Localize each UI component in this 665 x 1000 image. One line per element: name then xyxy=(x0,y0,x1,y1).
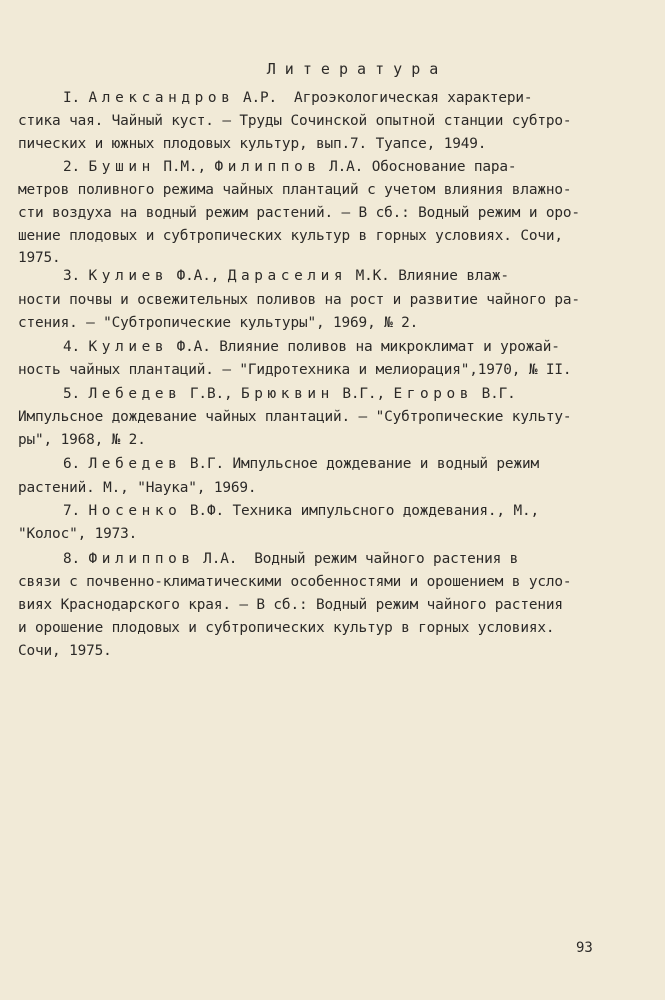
reference-line xyxy=(18,524,137,544)
author-name: Бушин xyxy=(88,159,155,175)
reference-line xyxy=(63,88,532,108)
reference-text: Сочи, 1975. xyxy=(18,643,112,659)
reference-line xyxy=(18,226,563,246)
reference-line xyxy=(18,641,112,661)
reference-text: 2. xyxy=(63,159,89,175)
reference-line xyxy=(18,478,256,498)
reference-text: Импульсное дождевание чайных плантаций. – "Субтропические культу- xyxy=(18,409,572,425)
reference-text: Ф.А., xyxy=(168,268,228,284)
reference-text: А.Р. Агроэкологическая характери- xyxy=(234,90,533,106)
reference-text: связи с почвенно-климатическими особенностями и орошением в усло- xyxy=(18,574,572,590)
author-name: Лебедев xyxy=(88,456,182,472)
author-name: Филиппов xyxy=(88,551,195,567)
reference-line xyxy=(18,134,486,154)
reference-line xyxy=(18,248,61,268)
reference-line xyxy=(18,180,571,200)
reference-text: ры", 1968, № 2. xyxy=(18,432,146,448)
author-name: Кулиев xyxy=(88,268,169,284)
reference-text: ности почвы и освежительных поливов на рост и развитие чайного ра- xyxy=(18,292,580,308)
author-name: Лебедев xyxy=(88,386,182,402)
reference-text: 8. xyxy=(63,551,89,567)
reference-text: 7. xyxy=(63,503,89,519)
reference-line xyxy=(18,111,571,131)
reference-line xyxy=(18,290,580,310)
reference-line xyxy=(63,501,539,521)
reference-text: пических и южных плодовых культур, вып.7. Туапсе, 1949. xyxy=(18,136,487,152)
reference-text: 6. xyxy=(63,456,89,472)
reference-text: растений. М., "Наука", 1969. xyxy=(18,480,257,496)
reference-line xyxy=(18,572,571,592)
reference-text: 4. xyxy=(63,339,89,355)
reference-text: Л.А. Водный режим чайного растения в xyxy=(194,551,519,567)
reference-line xyxy=(18,430,146,450)
author-name: Александров xyxy=(88,90,235,106)
reference-line xyxy=(18,618,554,638)
reference-line xyxy=(63,157,516,177)
reference-line xyxy=(63,384,516,404)
reference-text: стения. – "Субтропические культуры", 1969, № 2. xyxy=(18,315,419,331)
reference-text: Г.В., xyxy=(181,386,242,402)
reference-text: 3. xyxy=(63,268,89,284)
reference-text: стика чая. Чайный куст. – Труды Сочинской опытной станции субтро- xyxy=(18,113,572,129)
reference-text: шение плодовых и субтропических культур в горных условиях. Сочи, xyxy=(18,228,563,244)
reference-line xyxy=(18,203,580,223)
reference-line xyxy=(18,407,571,427)
reference-text: В.Г., xyxy=(333,386,394,402)
page-number: 93 xyxy=(576,940,593,956)
reference-line xyxy=(63,266,509,286)
author-name: Филиппов xyxy=(214,159,321,175)
reference-text: 5. xyxy=(63,386,89,402)
reference-text: В.Ф. Техника импульсного дождевания., М., xyxy=(181,503,539,519)
author-name: Носенко xyxy=(88,503,182,519)
reference-text: П.М., xyxy=(154,159,215,175)
reference-line xyxy=(18,595,563,615)
author-name: Брюквин xyxy=(241,386,334,402)
reference-text: М.К. Влияние влаж- xyxy=(347,268,509,284)
reference-line xyxy=(18,360,571,380)
author-name: Дараселия xyxy=(227,268,348,284)
reference-text: 1975. xyxy=(18,250,61,266)
author-name: Егоров xyxy=(393,386,474,402)
reference-text: В.Г. Импульсное дождевание и водный режим xyxy=(181,456,539,472)
reference-line xyxy=(63,454,539,474)
page-heading xyxy=(0,60,665,78)
reference-text: Л.А. Обоснование пара- xyxy=(320,159,517,175)
heading-text: Л и т е р а т у р а xyxy=(266,60,439,78)
author-name: Кулиев xyxy=(88,339,169,355)
reference-text: I. xyxy=(63,90,89,106)
reference-text: сти воздуха на водный режим растений. – В сб.: Водный режим и оро- xyxy=(18,205,580,221)
reference-line xyxy=(18,313,418,333)
reference-text: "Колос", 1973. xyxy=(18,526,138,542)
reference-text: виях Краснодарского края. – В сб.: Водный режим чайного растения xyxy=(18,597,563,613)
reference-text: ность чайных плантаций. – "Гидротехника и мелиорация",1970, № II. xyxy=(18,362,572,378)
reference-text: и орошение плодовых и субтропических культур в горных условиях. xyxy=(18,620,555,636)
reference-line xyxy=(63,549,518,569)
reference-text: Ф.А. Влияние поливов на микроклимат и урожай- xyxy=(168,339,560,355)
reference-line xyxy=(63,337,560,357)
reference-text: В.Г. xyxy=(473,386,516,402)
reference-text: метров поливного режима чайных плантаций с учетом влияния влажно- xyxy=(18,182,572,198)
